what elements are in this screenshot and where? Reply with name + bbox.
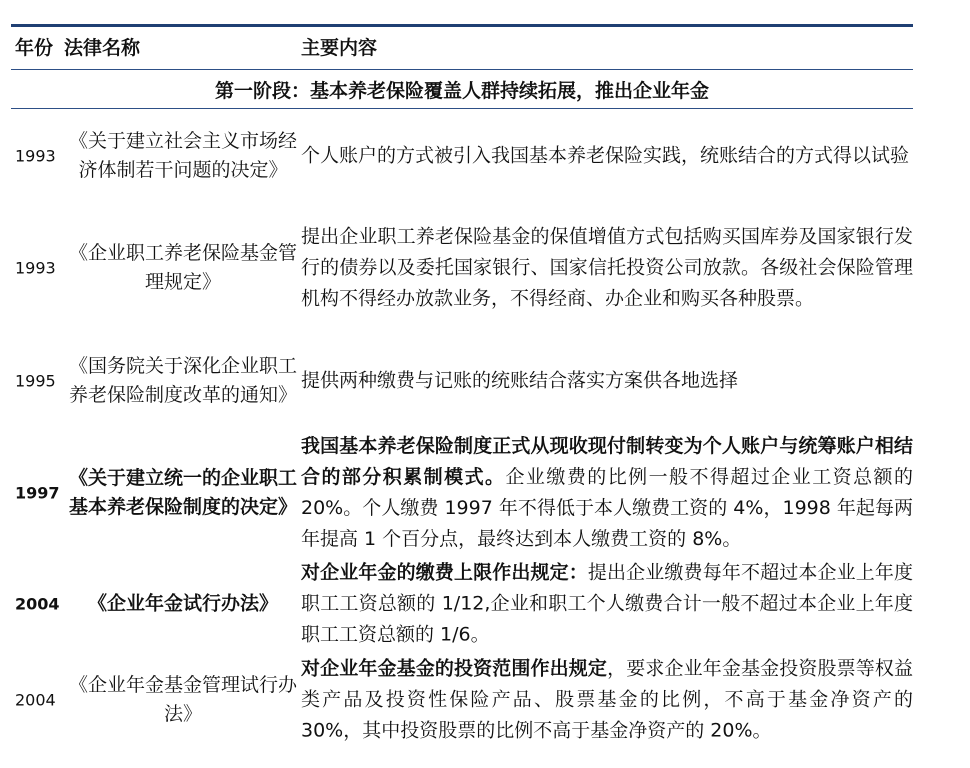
row-content [301,431,913,555]
table-row [11,109,913,203]
row-year: 1997 [15,483,60,503]
table-row [11,651,913,749]
table-row [11,203,913,333]
row-law-name: 《关于建立社会主义市场经济体制若干问题的决定》 [68,130,297,181]
table-row [11,557,913,651]
row-law-name: 《企业职工养老保险基金管理规定》 [68,242,297,293]
row-content [301,222,913,315]
header-law-name: 法律名称 [64,37,141,59]
row-law-name: 《关于建立统一的企业职工基本养老保险制度的决定》 [68,467,297,518]
row-content [301,654,913,747]
row-year: 2004 [15,594,60,614]
row-law-name: 《企业年金基金管理试行办法》 [68,674,297,725]
row-year: 1993 [15,146,56,166]
table-row [11,333,913,429]
row-year: 1993 [15,258,56,278]
table-row [11,429,913,557]
row-content-text: 个人账户的方式被引入我国基本养老保险实践，统账结合的方式得以试验 [301,144,910,167]
row-content [301,558,913,651]
row-content-text: 提供两种缴费与记账的统账结合落实方案供各地选择 [301,369,739,392]
row-content-text: 提出企业职工养老保险基金的保值增值方式包括购买国库券及国家银行发行的债券以及委托国家银行、国家信托投资公司放款。各级社会保险管理机构不得经办放款业务，不得经商、办企业和购买各种股票。 [301,225,913,310]
row-content-text: 提出企业缴费每年不超过本企业上年度职工工资总额的 1/12,企业和职工个人缴费合计一般不超过本企业上年度职工工资总额的 1/6。 [301,561,913,646]
policy-table [11,24,913,749]
row-content-text: 企业缴费的比例一般不得超过企业工资总额的 20%。个人缴费 1997 年不得低于本人缴费工资的 4%，1998 年起每两年提高 1 个百分点，最终达到本人缴费工资的 8%。 [301,466,913,550]
row-year: 1995 [15,371,56,391]
row-content [301,366,913,397]
row-content-bold: 对企业年金的缴费上限作出规定： [301,561,588,584]
row-law-name: 《企业年金试行办法》 [87,592,278,615]
row-content-bold: 对企业年金基金的投资范围作出规定 [301,657,608,680]
table-header [11,27,913,69]
header-year: 年份 [15,37,54,59]
row-content-text: ，要求企业年金基金投资股票等权益类产品及投资性保险产品、股票基金的比例，不高于基金净资产的 30%，其中投资股票的比例不高于基金净资产的 20%。 [301,657,913,742]
row-content [301,141,913,172]
row-content-bold: 我国基本养老保险制度正式从现收现付制转变为个人账户与统筹账户相结合的部分积累制模式。 [301,435,913,488]
stage-title: 第一阶段：基本养老保险覆盖人群持续拓展，推出企业年金 [214,79,709,102]
row-law-name: 《国务院关于深化企业职工养老保险制度改革的通知》 [68,355,297,406]
row-year: 2004 [15,690,56,710]
header-main-content: 主要内容 [301,37,378,59]
